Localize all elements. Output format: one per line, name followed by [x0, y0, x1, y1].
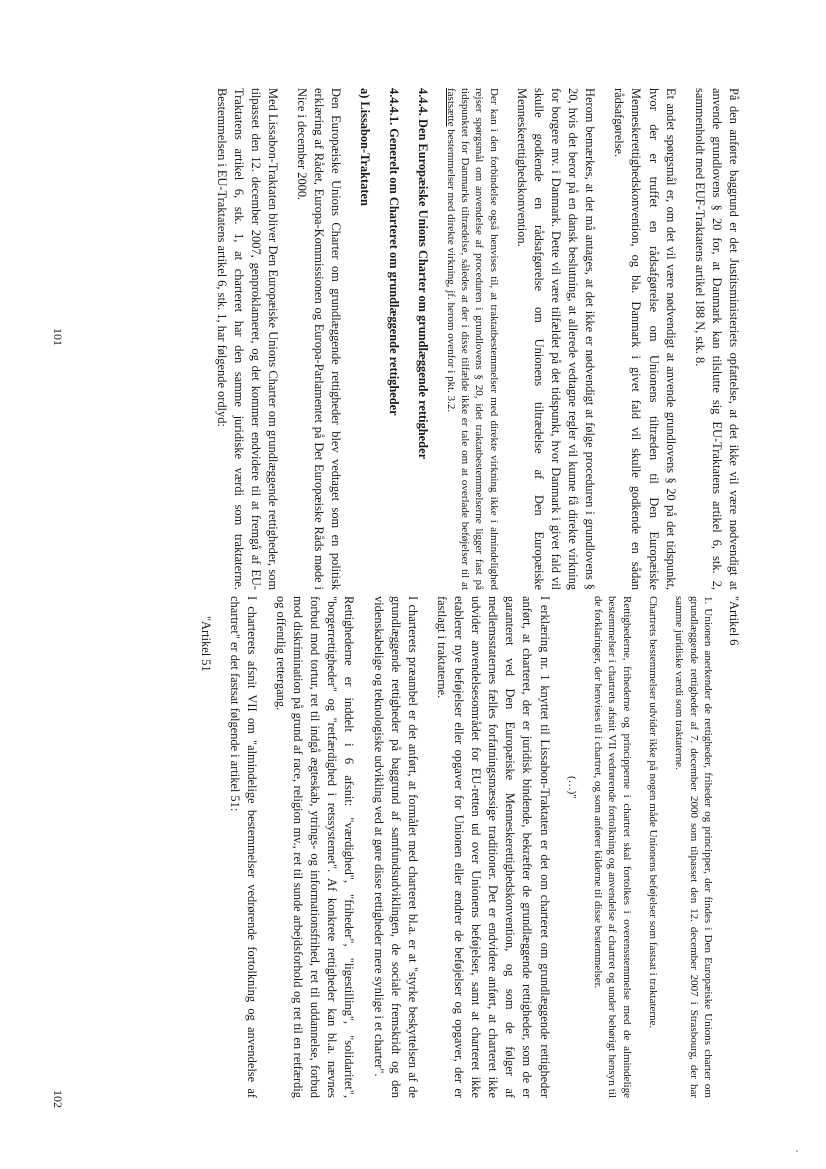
- paragraph: Den Europæiske Unions Charter om grundlæggende rettigheder blev vedtaget som en politisk erklæring af Rådet, Europa-Kommissionen og Europa-Parlamentet på Det Europæiske Råds møde i Nice i december 2000.: [294, 88, 344, 590]
- small-paragraph: [444, 88, 501, 590]
- paragraph: I charterets afsnit VII om "almindelige bestemmelser vedrørende fortolkning og anvendelse af chartret" er det fastsat følgende i artikel 51:: [227, 596, 259, 1098]
- paragraph: Rettighederne er inddelt i 6 afsnit: "værdighed", "friheder", "ligestilling", "solidaritet", "borgerrettigheder" og "retfærdighed i retssystemet". Af konkrete rettigheder kan bl.a. nævnes forbud mod tortur, ret til indgå ægteskab, ytrings- og informationsfrihed, ret til uddannelse, forbud mod diskrimination på grund af race, religion mv., ret til sunde arbejdsforhold og ret til en retfærdig og offentlig rettergang.: [273, 596, 357, 1098]
- paragraph: På den anførte baggrund er det Justitsministeriets opfattelse, at det ikke vil være nødvendigt at anvende grundlovens § 20 for, at Danmark kan tilslutte sig EU-Traktatens artikel 6, stk. 2, sammenholdt med EUF-Traktatens artikel 188 N, stk. 8.: [692, 88, 741, 590]
- left-page: [200, 88, 742, 590]
- small-paragraph-text: Der kan i den forbindelse også henvises til, at traktatbestemmelser med direkte virkning ikke i almindelighed rejser spørgsmål om anvendelse af proceduren i grundlovens § 20, idet traktatbestemmelserne ligger fast på tidspunktet for Danmarks tiltrædelse, således at der i disse tilfælde ikke er tale om at overlade beføjelser til at: [459, 88, 500, 590]
- quote-end: "Artikel 51: [198, 616, 213, 672]
- paragraph: I charterets præambel er det anført, at formålet med charteret bl.a. er at "styrke beskyttelsen af de grundlæggende rettigheder på baggrund af samfundsudviklingen, de sociale fremskridt og den videnskabelige og teknologiske udvikling ved at gøre disse rettigheder mere synlige i et charter".: [371, 596, 420, 1098]
- quote-paragraph: Chartrets bestemmelser udvider ikke på nogen måde Unionens beføjelser som fastsat i traktaterne.: [647, 596, 659, 1029]
- subsection-heading: [385, 88, 402, 590]
- section-heading: [414, 88, 431, 590]
- subsection-title: Generelt om Charteret om grundlæggende rettigheder: [387, 128, 402, 416]
- section-title: Den Europæiske Unions Charter om grundlæggende rettigheder: [416, 119, 431, 460]
- paragraph: Et andet spørgsmål er, om det vil være nødvendigt at anvende grundlovens § 20 på det tidspunkt, hvor der er truffet en rådsafgørelse om Unionens tiltræden til Den Europæiske Menneskerettighedskonvention, og bla. Danmark i givet fald vil skulle godkende en sådan rådsafgørelse.: [612, 88, 678, 590]
- underlined-word: fastsætte: [444, 88, 457, 127]
- right-page: [185, 596, 742, 1098]
- page-number: 102: [51, 1090, 65, 1108]
- quote-paragraph: Rettighederne, frihederne og principperne i chartret skal fortolkes i overensstemmelse med de almindelige bestemmelser i chartrets afsnit VII vedrørende fortolkning og anvendelse af chartret og under behørigt hensyn til de forklaringer, der henvises til i chartret, og som anfører kilderne til disse bestemmelser.: [592, 596, 633, 1098]
- ellipsis: (…)": [565, 776, 578, 799]
- section-number: 4.4.4.: [416, 88, 431, 116]
- small-paragraph-text: bestemmelser med direkte virkning, jf. herom ovenfor i pkt. 3.2.: [444, 129, 457, 413]
- scan-speck: [796, 1150, 798, 1152]
- page-number: 101: [51, 328, 65, 346]
- subsection-number: 4.4.4.1.: [387, 88, 402, 126]
- paragraph: Med Lissabon-Traktaten bliver Den Europæiske Unions Charter om grundlæggende rettigheder, som tilpasset den 12. december 2007, genproklameret, og det kommer endvidere til at fremgå af EU-Traktatens artikel 6, stk. 1, at charteret har den samme juridiske værdi som traktaterne. Bestemmelsen i EU-Traktatens artikel 6, stk. 1, har følgende ordlyd:: [214, 88, 280, 590]
- paragraph: I erklæring nr. 1 knyttet til Lissabon-Traktaten er det om charteret om grundlæggende rettigheder anført, at charteret, der er juridisk bindende, bekræfter de grundlæggende rettigheder, som de er garanteret ved Den Europæiske Menneskerettighedskonvention, og som de følger af medlemsstaternes fælles forfatningsmæssige traditioner. Det er endvidere anført, at charteret ikke udvider anvendelsesområdet for EU-retten ud over Unionens beføjelser, samt at charteret ikke etablerer nye beføjelser eller opgaver for Unionen eller ændrer de beføjelser og opgaver, der er fastlagt i traktaterne.: [434, 596, 552, 1098]
- quote-title: "Artikel 6: [727, 596, 741, 646]
- quote-paragraph: 1. Unionen anerkender de rettigheder, friheder og principper, der findes i Den Europæiske Unions charter om grundlæggende rettigheder af 7. december 2000 som tilpasset den 12. december 2007 i Strasbourg, der har samme juridiske værdi som traktaterne.: [673, 596, 714, 1098]
- subheading-a: a) Lissabon-Traktaten: [358, 88, 373, 206]
- paragraph: Herom bemærkes, at det må antages, at det ikke er nødvendigt at følge proceduren i grundlovens § 20, hvis det beror på en dansk beslutning, at allerede vedtagne regler vil kunne få direkte virkning for borgere mv. i Danmark. Dette vil være tilfældet på det tidspunkt, hvor Danmark i givet fald vil skulle godkende en rådsafgørelse om Unionens tiltrædelse af Den Europæiske Menneskerettighedskonvention.: [514, 88, 598, 590]
